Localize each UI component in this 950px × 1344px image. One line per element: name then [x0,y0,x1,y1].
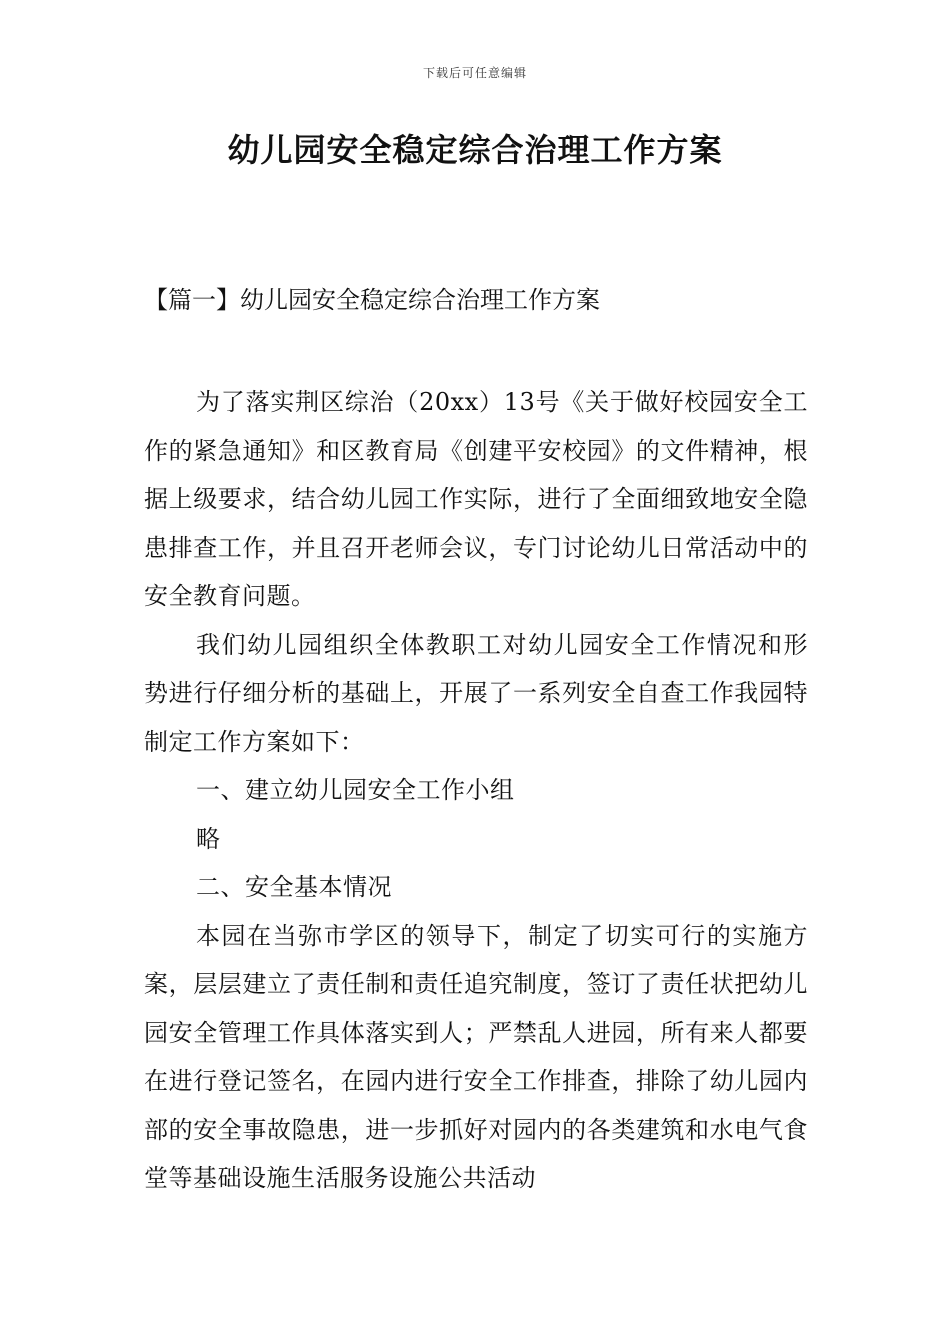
section-heading: 【篇一】幼儿园安全稳定综合治理工作方案 [144,286,600,314]
paragraph-basic-situation: 本园在当弥市学区的领导下，制定了切实可行的实施方案，层层建立了责任制和责任追究制度，签订了责任状把幼儿园安全管理工作具体落实到人；严禁乱人进园，所有来人都要在进行登记签名，在园内进行安全工作排查，排除了幼儿园内部的安全事故隐患，进一步抓好对园内的各类建筑和水电气食堂等基础设施生活服务设施公共活动 [144,921,808,1192]
document-title: 幼儿园安全稳定综合治理工作方案 [227,131,723,169]
paragraph-self-inspection: 我们幼儿园组织全体教职工对幼儿园安全工作情况和形势进行仔细分析的基础上，开展了一系列安全自查工作我园特制定工作方案如下： [144,630,808,756]
heading-safety-group: 一、建立幼儿园安全工作小组 [196,776,515,804]
heading-basic-situation: 二、安全基本情况 [196,873,392,901]
paragraph-intro: 为了落实荆区综治（20xx）13号《关于做好校园安全工作的紧急通知》和区教育局《创建平安校园》的文件精神，根据上级要求，结合幼儿园工作实际，进行了全面细致地安全隐患排查工作，并且召开老师会议，专门讨论幼儿日常活动中的安全教育问题。 [144,388,808,610]
body-text [144,378,808,1203]
paragraph-omitted: 略 [196,824,221,853]
header-note: 下载后可任意编辑 [422,66,527,80]
